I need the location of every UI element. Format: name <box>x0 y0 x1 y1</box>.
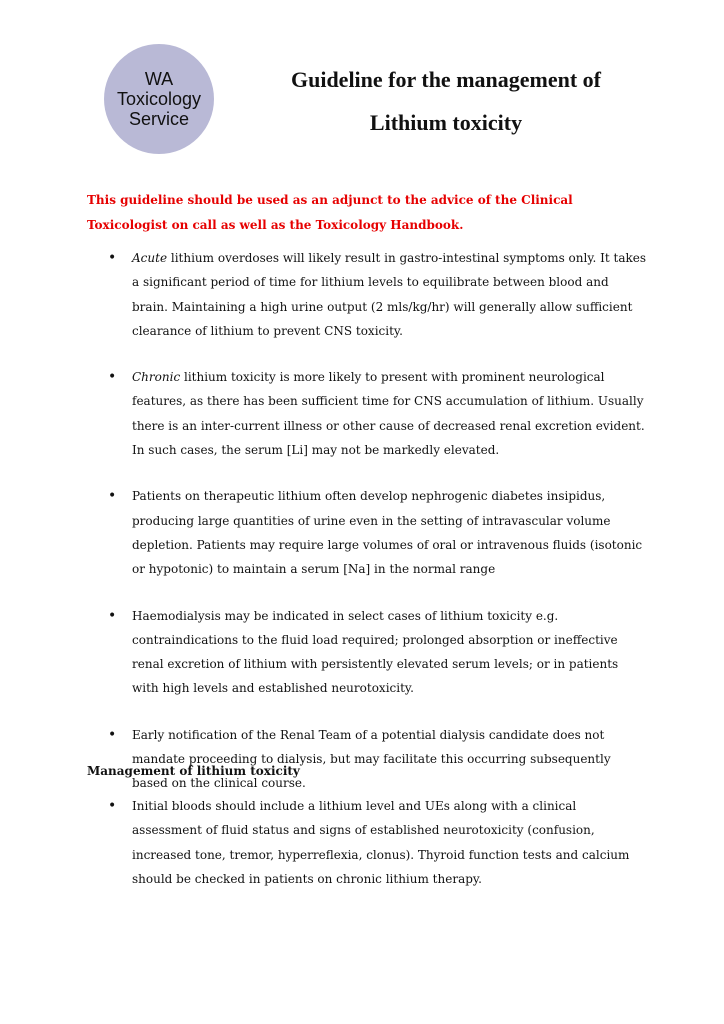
wa-toxicology-service-logo <box>104 44 214 154</box>
page-title <box>240 58 652 144</box>
adjunct-warning: This guideline should be used as an adjunct to the advice of the Clinical Toxicologist on call as well as the Toxicology Handbook. <box>87 193 573 232</box>
logo-line-3: Service <box>128 109 190 129</box>
bullet-text: Initial bloods should include a lithium level and UEs along with a clinical assessment of fluid status and signs of established neurotoxicity (confusion, increased tone, tremor, hyperreflexia, clonus). Thyroid function tests and calcium should be checked in patients on chronic lithium therapy. <box>132 799 630 886</box>
title-line-1: Guideline for the management of <box>290 67 601 92</box>
bullet-text: Early notification of the Renal Team of a potential dialysis candidate does not mandate proceeding to dialysis, but may facilitate this occurring subsequently based on the clinical course. <box>132 727 611 791</box>
title-line-2: Lithium toxicity <box>369 110 523 135</box>
bullet-text: lithium toxicity is more likely to present with prominent neurological features, as there has been sufficient time for CNS accumulation of lithium. Usually there is an inter-current illness or other cause of decreased renal excretion evident. In such cases, the serum [Li] may not be markedly elevated. <box>132 370 645 458</box>
bullet-emphasis: Chronic <box>132 370 181 385</box>
management-points-list <box>87 794 647 913</box>
bullet-nephrogenic-di <box>87 484 647 581</box>
logo-line-1: WA <box>144 69 174 89</box>
bullet-initial-bloods <box>87 794 647 891</box>
bullet-emphasis: Acute <box>132 251 168 265</box>
bullet-chronic-toxicity <box>87 365 647 462</box>
logo-line-2: Toxicology <box>116 89 202 109</box>
guideline-points-list <box>87 246 647 818</box>
bullet-text: lithium overdoses will likely result in gastro-intestinal symptoms only. It takes a significant period of time for lithium levels to equilibrate between blood and brain. Maintaining a high urine output (2 mls/kg/hr) will generally allow sufficient clearance of lithium to prevent CNS toxicity. <box>132 251 647 338</box>
bullet-text: Patients on therapeutic lithium often develop nephrogenic diabetes insipidus, producing large quantities of urine even in the setting of intravascular volume depletion. Patients may require large volumes of oral or intravenous fluids (isotonic or hypotonic) to maintain a serum [Na] in the normal range <box>132 489 643 577</box>
bullet-haemodialysis <box>87 604 647 701</box>
bullet-acute-overdose <box>87 246 647 343</box>
bullet-text: Haemodialysis may be indicated in select cases of lithium toxicity e.g. contraindications to the fluid load required; prolonged absorption or ineffective renal excretion of lithium with persistently elevated serum levels; or in patients with high levels and established neurotoxicity. <box>132 608 619 696</box>
management-heading: Management of lithium toxicity <box>87 764 300 778</box>
